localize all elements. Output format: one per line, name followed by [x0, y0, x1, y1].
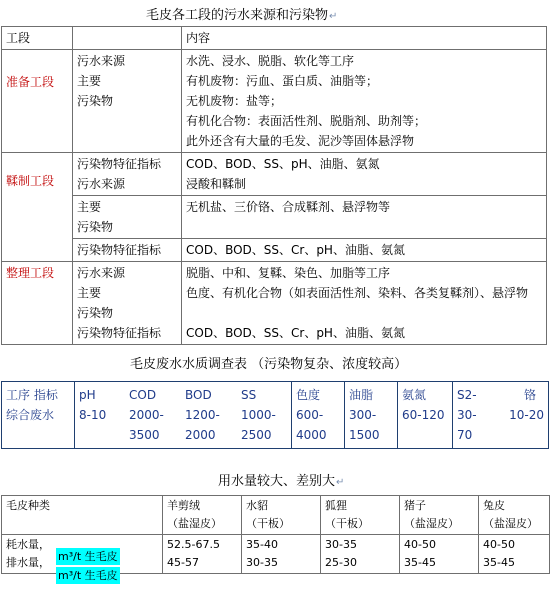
table-cell: 30-35 25-30 [321, 535, 400, 574]
row-content: COD、BOD、SS、pH、油脂、氨氮 浸酸和鞣制 [182, 153, 547, 196]
header-type: 兔皮 （盐湿皮） [479, 496, 550, 535]
table-row [2, 262, 547, 345]
row-content: 水洗、浸水、脱脂、软化等工序 有机废物：污血、蛋白质、油脂等； 无机废物：盐等； 有机化合物：表面活性剂、脱脂剂、助剂等； 此外还含有大量的毛发、泥沙等固体悬浮物 [182, 50, 547, 153]
header-content: 内容 [182, 27, 547, 50]
header-stage: 工段 [2, 27, 73, 50]
header-fur-type: 毛皮种类 [2, 496, 163, 535]
table-header-row [2, 496, 550, 535]
stage-prep: 准备工段 [2, 50, 73, 153]
table-cell: 52.5-67.5 45-57 [163, 535, 242, 574]
col-chromium: 铬 10-20 [509, 388, 544, 422]
row-label: 污染物特征指标 [73, 239, 182, 262]
row-content: 脱脂、中和、复鞣、染色、加脂等工序 色度、有机化合物（如表面活性剂、染料、各类复鞣剂）、悬浮物 COD、BOD、SS、Cr、pH、油脂、氨氮 [182, 262, 547, 345]
col-cod: COD 2000- 3500 [129, 388, 164, 442]
header-type: 水貂 （干板） [242, 496, 321, 535]
stage-tanning: 鞣制工段 [2, 153, 73, 262]
col-s2: S2- 30- 70 [453, 382, 500, 449]
table-header-row [2, 27, 547, 50]
header-blank [73, 27, 182, 50]
row-labels: 污染物特征指标 污水来源 [73, 153, 182, 196]
col-color: 色度 600- 4000 [292, 382, 345, 449]
title-pollution-sources: 毛皮各工段的污水来源和污染物↵ [146, 8, 338, 23]
paragraph-mark-icon: ↵ [329, 11, 338, 22]
title-water-use: 用水量较大、差别大↵ [218, 474, 345, 489]
table-row [2, 239, 547, 262]
row-label: 工序 指标 综合废水 [6, 388, 58, 422]
header-type: 羊剪绒 （盐湿皮） [163, 496, 242, 535]
table-row [2, 50, 547, 153]
table-row [2, 382, 549, 449]
table-row [2, 153, 547, 196]
header-type: 狐狸 （干板） [321, 496, 400, 535]
col-oil: 油脂 300- 1500 [345, 382, 398, 449]
title-water-quality: 毛皮废水水质调查表 （污染物复杂、浓度较高） [130, 357, 408, 372]
paragraph-mark-icon: ↵ [336, 477, 345, 488]
stage-finishing: 整理工段 [2, 262, 73, 345]
water-quality-table [1, 381, 549, 449]
pollution-sources-table [1, 26, 547, 345]
col-ammonia: 氨氮 60-120 [398, 382, 453, 449]
row-content: COD、BOD、SS、Cr、pH、油脂、氨氮 [182, 239, 547, 262]
unit-highlight: m³/t 生毛皮 [58, 569, 118, 582]
header-type: 猪子 （盐湿皮） [400, 496, 479, 535]
row-content: 无机盐、三价铬、合成鞣剂、悬浮物等 [182, 196, 547, 239]
col-bod: BOD 1200- 2000 [185, 388, 220, 442]
row-labels: 污水来源 主要 污染物 污染物特征指标 [73, 262, 182, 345]
col-ss: SS 1000- 2500 [241, 388, 276, 442]
row-labels: 污水来源 主要 污染物 [73, 50, 182, 153]
row-labels: 主要 污染物 [73, 196, 182, 239]
unit-highlight: m³/t 生毛皮 [58, 550, 118, 563]
table-cell: 35-40 30-35 [242, 535, 321, 574]
table-row [2, 196, 547, 239]
col-ph: pH 8-10 [75, 382, 126, 449]
row-label: 耗水量， 排水量， [2, 535, 163, 574]
table-cell: 40-50 35-45 [400, 535, 479, 574]
table-cell: 40-50 35-45 [479, 535, 550, 574]
